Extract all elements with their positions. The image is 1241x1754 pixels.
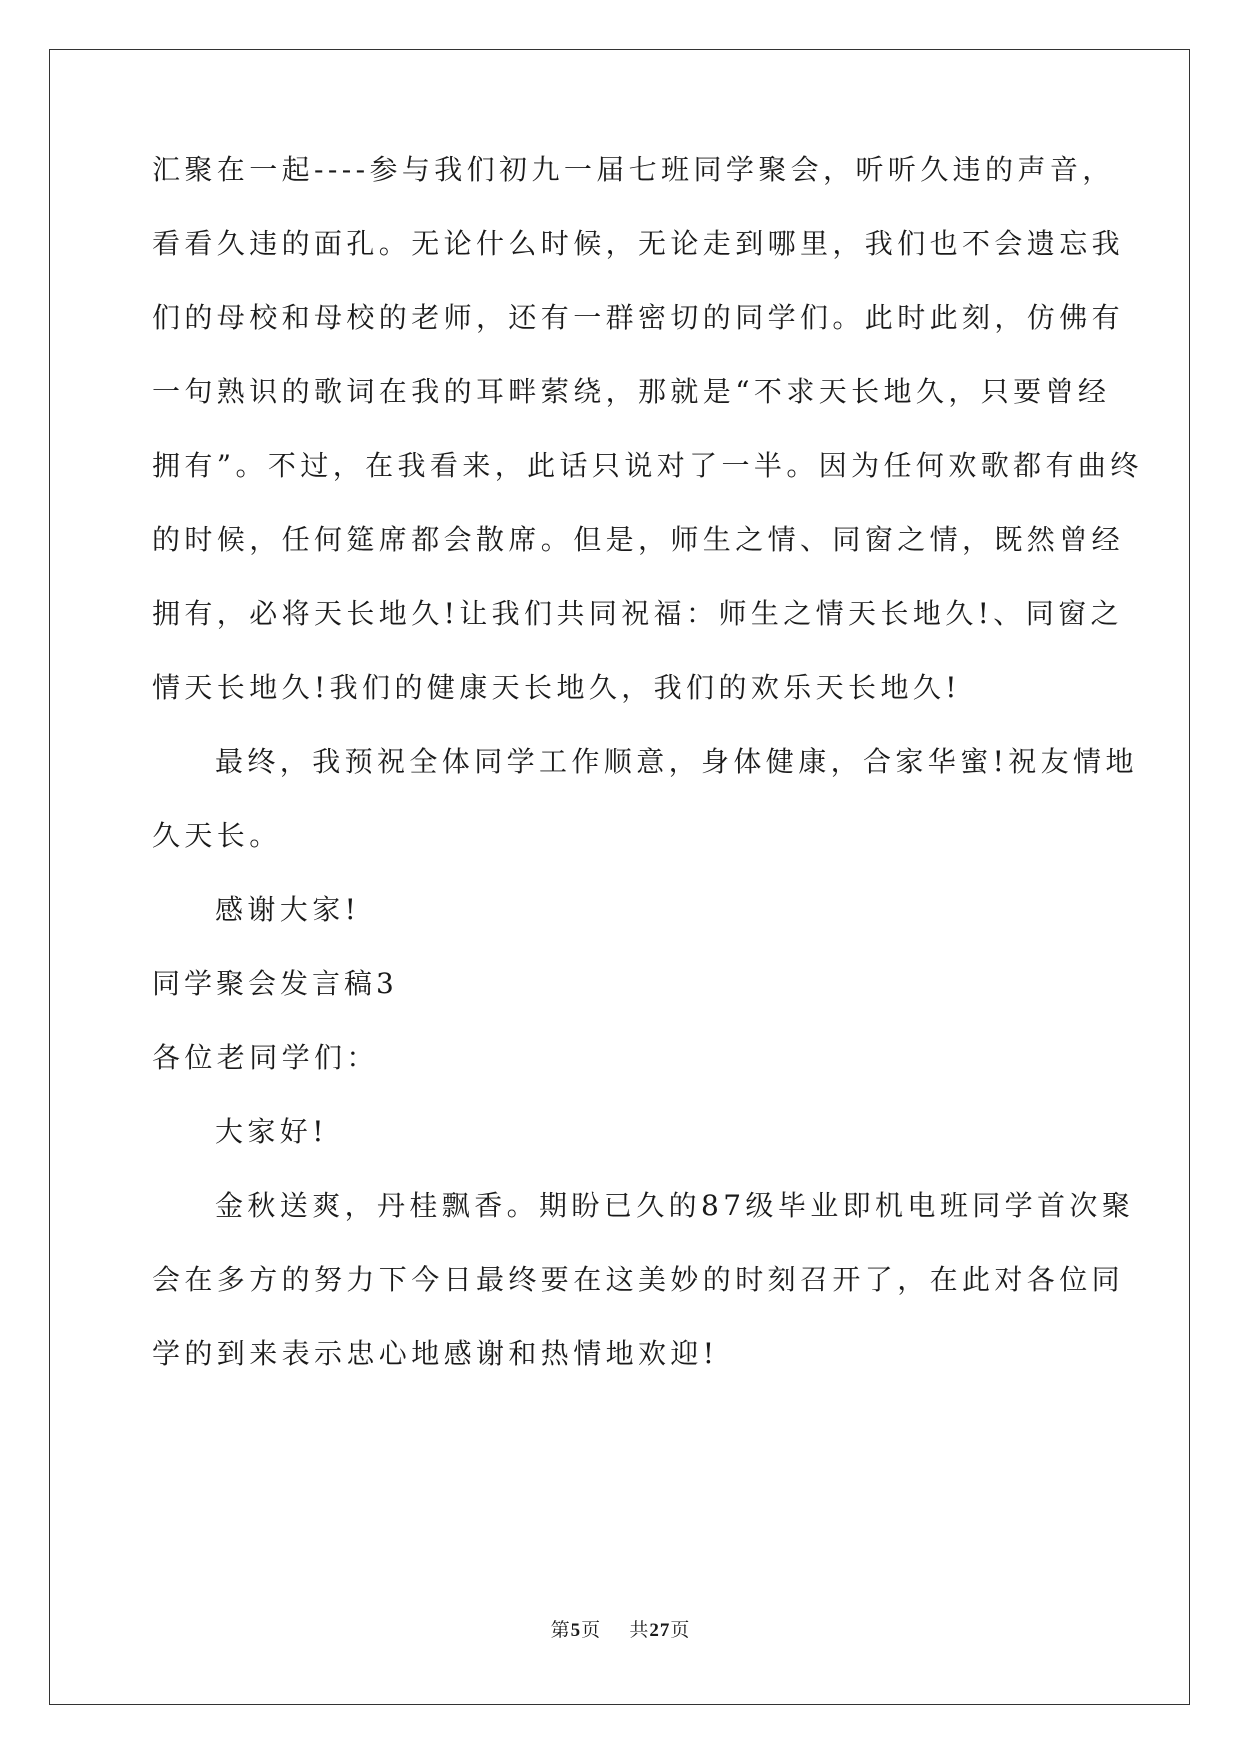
paragraph-line: 一句熟识的歌词在我的耳畔萦绕，那就是“不求天长地久，只要曾经: [152, 375, 1111, 408]
paragraph-line: 久天长。: [152, 819, 282, 852]
paragraph-line: 的时候，任何筵席都会散席。但是，师生之情、同窗之情，既然曾经: [152, 523, 1125, 556]
paragraph-line: 看看久违的面孔。无论什么时候，无论走到哪里，我们也不会遗忘我: [152, 227, 1125, 260]
paragraph-line: 感谢大家!: [215, 893, 361, 926]
paragraph-line: 拥有，必将天长地久!让我们共同祝福：师生之情天长地久!、同窗之: [152, 597, 1123, 630]
footer-prefix: 第: [550, 1619, 571, 1641]
total-page-number: 27: [649, 1620, 671, 1641]
current-page-number: 5: [570, 1620, 582, 1641]
page-footer: [0, 1618, 1241, 1643]
greeting: 大家好!: [215, 1115, 328, 1148]
paragraph-line: 们的母校和母校的老师，还有一群密切的同学们。此时此刻，仿佛有: [152, 301, 1125, 334]
paragraph-line: 金秋送爽，丹桂飘香。期盼已久的87级毕业即机电班同学首次聚: [215, 1189, 1135, 1222]
salutation: 各位老同学们：: [152, 1041, 379, 1074]
paragraph-line: 会在多方的努力下今日最终要在这美妙的时刻召开了，在此对各位同: [152, 1263, 1125, 1296]
paragraph-line: 汇聚在一起----参与我们初九一届七班同学聚会，听听久违的声音，: [152, 153, 1115, 186]
paragraph-line: 最终，我预祝全体同学工作顺意，身体健康，合家华蜜!祝友情地: [215, 745, 1138, 778]
paragraph-line: 拥有”。不过，在我看来，此话只说对了一半。因为任何欢歌都有曲终: [152, 449, 1143, 482]
footer-middle: 页 共: [581, 1619, 650, 1641]
footer-suffix: 页: [670, 1619, 691, 1641]
paragraph-line: 情天长地久!我们的健康天长地久，我们的欢乐天长地久!: [152, 671, 961, 704]
paragraph-line: 学的到来表示忠心地感谢和热情地欢迎!: [152, 1337, 719, 1370]
section-heading: 同学聚会发言稿3: [152, 967, 398, 1000]
